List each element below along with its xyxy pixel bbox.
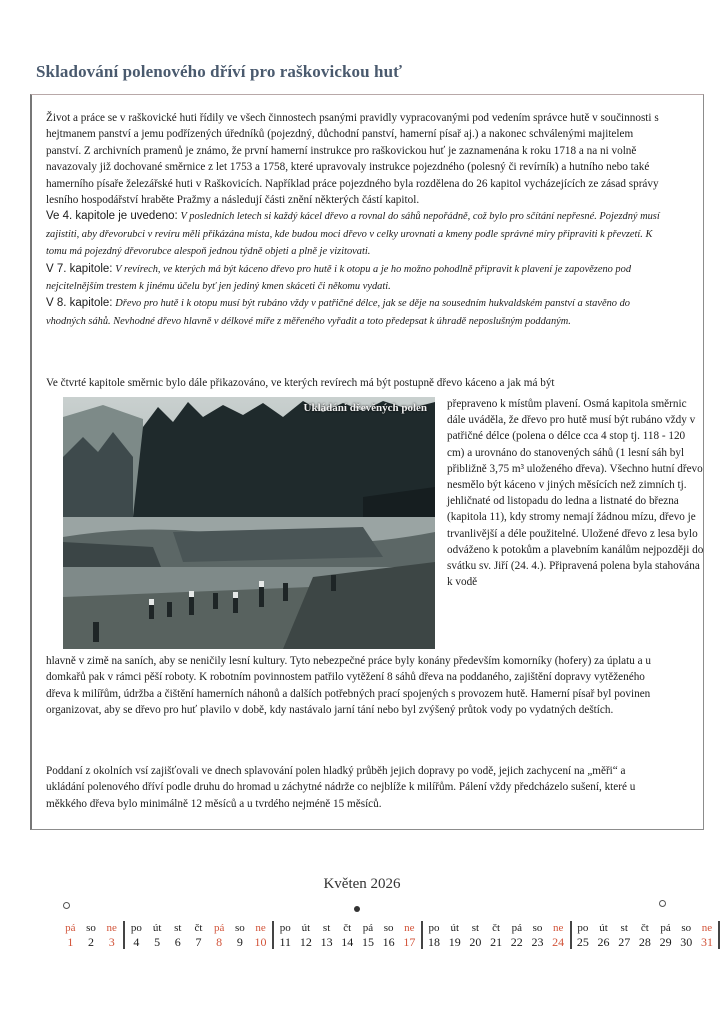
- photo-illustration: [63, 397, 435, 649]
- weekday-label: st: [471, 922, 480, 934]
- paragraph-3: Poddaní z okolních vsí zajišťovali ve dnech splavování polen hladký průběh jejich dopravy po vodě, jejich zachycení na „měři“ a ukládání polenového dříví podle druhu do hromad u záchytné nádrže co nejblíže k milířům. Pálení vždy předcházelo sušení, které u měkkého dřeva bylo minimálně 12 měsíců a u tvrdého nejméně 15 měsíců.: [46, 765, 636, 810]
- weekday-label: čt: [640, 922, 649, 934]
- calendar-day: [275, 921, 296, 949]
- calendar-day: [399, 921, 420, 949]
- day-number: 11: [279, 935, 291, 949]
- day-number: 15: [361, 935, 374, 949]
- calendar-day: [635, 921, 656, 949]
- calendar-day: [126, 921, 147, 949]
- weekday-label: po: [130, 922, 142, 934]
- calendar-day: [316, 921, 337, 949]
- day-number: 28: [638, 935, 651, 949]
- calendar-day: [337, 921, 358, 949]
- day-number: 9: [236, 935, 243, 949]
- calendar-day: [655, 921, 676, 949]
- calendar-day: [358, 921, 379, 949]
- day-number: 19: [448, 935, 461, 949]
- calendar-day: [424, 921, 445, 949]
- weekday-label: pá: [362, 922, 374, 934]
- day-number: 30: [680, 935, 693, 949]
- weekday-label: so: [681, 922, 692, 934]
- binding-hole-right-icon: [659, 900, 666, 907]
- day-number: 14: [341, 935, 354, 949]
- day-number: 31: [700, 935, 713, 949]
- day-number: 5: [154, 935, 161, 949]
- calendar-day: [506, 921, 527, 949]
- day-number: 7: [195, 935, 202, 949]
- day-number: 17: [403, 935, 416, 949]
- weekday-label: ne: [701, 922, 713, 934]
- weekday-label: út: [152, 922, 162, 934]
- weekday-label: čt: [194, 922, 203, 934]
- weekday-label: ne: [255, 922, 266, 934]
- binding-hole-left-icon: [63, 902, 70, 909]
- week-separator: [570, 921, 572, 949]
- calendar-day: [378, 921, 399, 949]
- calendar-month-title: Květen 2026: [323, 876, 401, 892]
- calendar-day: [573, 921, 594, 949]
- day-number: 12: [299, 935, 312, 949]
- paragraph-2-rest: hlavně v zimě na saních, aby se neničily lesní kultury. Tyto nebezpečné práce byly konány především komorníky (hofery) za úplatu a u domkařů pak v rámci pěší roboty. K robotním povinnostem patřilo vytěžení 8 sáhů dřeva na poddaného, zajištění dopravy vytěženého dřeva k milířům, údržba a čištění hamerních náhonů a dalších potřebných prací spojených s provozem hutě. Hamerní písař byl povinen organizovat, aby se dřevo pro huť plavilo v době, kdy nastávalo jarní tání nebo byl zvýšený průtok vody po vydatných deštích.: [46, 655, 652, 717]
- day-number: 29: [659, 935, 672, 949]
- weekday-label: út: [301, 922, 311, 934]
- day-number: 10: [254, 935, 267, 949]
- day-number: 21: [490, 935, 503, 949]
- weekday-label: pá: [213, 922, 225, 934]
- weekday-label: pá: [660, 922, 671, 934]
- chapter-8-label: V 8. kapitole:: [46, 297, 113, 310]
- weekday-label: st: [174, 922, 182, 934]
- calendar-day: [697, 921, 718, 949]
- calendar-day: [81, 921, 102, 949]
- photo-caption: Ukládání dřevěných polen: [303, 402, 427, 414]
- weekday-label: so: [86, 922, 96, 934]
- weekday-label: ne: [404, 922, 415, 934]
- calendar-day: [548, 921, 569, 949]
- weekday-label: st: [322, 922, 331, 934]
- day-number: 16: [382, 935, 395, 949]
- weekday-label: so: [234, 922, 245, 934]
- weekday-label: so: [532, 922, 543, 934]
- day-number: 20: [469, 935, 482, 949]
- calendar-day: [209, 921, 230, 949]
- weekday-label: út: [450, 922, 459, 934]
- weekday-label: so: [383, 922, 394, 934]
- calendar-day: [593, 921, 614, 949]
- day-number: 1: [67, 935, 74, 949]
- weekday-label: po: [577, 922, 589, 934]
- chapter-7-quote: V revírech, ve kterých má být káceno dřevo pro hutě i k otopu a je ho možno pohodlně připravit k plavení je zapovězeno pod nejcitelnějším trestem k jinému účelu byť jen jediný kmen skáceti či někomu vydati.: [46, 263, 632, 293]
- day-number: 6: [174, 935, 181, 949]
- paragraph-2-lead: Ve čtvrté kapitole směrnic bylo dále přikazováno, ve kterých revírech má být postupně dřevo káceno a jak má být: [46, 377, 555, 389]
- weekday-label: út: [599, 922, 608, 934]
- week-separator: [272, 921, 274, 949]
- chapter-4-label: Ve 4. kapitole je uvedeno:: [46, 210, 178, 223]
- weekday-label: pá: [511, 922, 522, 934]
- weekday-label: čt: [492, 922, 501, 934]
- calendar-day: [486, 921, 507, 949]
- calendar-day: [614, 921, 635, 949]
- calendar-day: [230, 921, 251, 949]
- calendar-day: [296, 921, 317, 949]
- day-number: 24: [552, 935, 565, 949]
- day-number: 23: [531, 935, 544, 949]
- week-separator: [421, 921, 423, 949]
- week-separator: [718, 921, 720, 949]
- article-title: Skladování polenového dříví pro raškovickou huť: [36, 62, 403, 81]
- binding-hole-center-icon: [354, 906, 360, 912]
- weekday-label: pá: [65, 922, 76, 934]
- weekday-label: ne: [106, 922, 117, 934]
- paragraph-2-side: přepraveno k místům plavení. Osmá kapitola směrnic dále uváděla, že dřevo pro hutě musí být rubáno vždy v patřičné délce (polena o délce cca 4 stop tj. 118 - 120 cm) a urovnáno do stanovených sáhů (1 lesní sáh byl přibližně 3,75 m³ uloženého dřeva). Všechno hutní dřevo nesmělo být káceno v jiných měsících než zimních tj. jehličnaté od listopadu do ledna a listnaté do března (kapitola 11), kdy stromy nemají žádnou mízu, dřevo je trvanlivější a déle použitelné. Uložené dřevo z lesa bylo odváženo k potokům a plavebním kanálům nejpozději do svátku sv. Jiří (24. 4.). Připravená polena byla stahována k vodě: [447, 398, 704, 589]
- calendar-day: [465, 921, 486, 949]
- chapter-4-quote: V posledních letech si každý kácel dřevo a rovnal do sáhů nepořádně, což bylo pro sčítání nepřesné. Pojezdný musí zajistiti, aby dřevorubci v revíru měli přikázána místa, kde budou moci dřevo v celky urovnati a kmeny podle správné míry připraviti k převzetí. K tomu má pojezdný dřevorubce alespoň jednou týdně objeti a plně je vizitovati.: [46, 211, 660, 258]
- calendar-day: [250, 921, 271, 949]
- calendar-day: [167, 921, 188, 949]
- weekday-label: po: [428, 922, 440, 934]
- chapter-8-quote: Dřevo pro hutě i k otopu musí být rubáno vždy v patřičné délce, jak se děje na sousedním hukvaldském panství a stavěno do vhodných sáhů. Nevhodné dřevo hlavně v délkové míře z měřeného vyřadit a toto předepsat k úhradě neposlušným poddaným.: [46, 298, 630, 327]
- day-number: 3: [108, 935, 115, 949]
- chapter-7-label: V 7. kapitole:: [46, 262, 113, 275]
- day-number: 13: [320, 935, 333, 949]
- weekday-label: st: [620, 922, 628, 934]
- day-number: 27: [618, 935, 631, 949]
- calendar-strip: [60, 921, 721, 949]
- calendar-day: [444, 921, 465, 949]
- day-number: 22: [510, 935, 523, 949]
- day-number: 8: [216, 935, 223, 949]
- intro-section: [46, 110, 664, 330]
- calendar-day: [147, 921, 168, 949]
- calendar-day: [527, 921, 548, 949]
- calendar-day: [188, 921, 209, 949]
- day-number: 4: [133, 935, 140, 949]
- week-separator: [123, 921, 125, 949]
- intro-paragraph: Život a práce se v raškovické huti řídily ve všech činnostech psanými pravidly vypracovanými pod vedením správce hutě v součinnosti s hejtmanem panství a jemu podřízených úředníků (pojezdný, důchodní panství, hamerní písař aj.) a nakonec schválenými majitelem panství. Z archivních pramenů je známo, že první hamerní instrukce pro raškovickou huť je zaznamenána k roku 1718 a na ni volně navazovaly již dochované směrnice z let 1753 a 1758, které upravovaly instrukce pojezdného (polesný či revírník) a hutního nebo také hamerního písaře železářské huti v Raškovicích. Například práce pojezdného byla rozdělena do 26 kapitol vycházejících ze zásad správy lesního hospodářství hraběte Pražmy a následují části znění některých částí kapitol.: [46, 112, 659, 207]
- weekday-label: ne: [552, 922, 564, 934]
- calendar-day: [676, 921, 697, 949]
- weekday-label: čt: [343, 922, 352, 934]
- weekday-label: po: [279, 922, 291, 934]
- historical-photo: [63, 397, 435, 649]
- day-number: 25: [576, 935, 589, 949]
- day-number: 26: [597, 935, 610, 949]
- calendar-day: [101, 921, 122, 949]
- day-number: 2: [88, 935, 95, 949]
- calendar-day: [60, 921, 81, 949]
- day-number: 18: [428, 935, 441, 949]
